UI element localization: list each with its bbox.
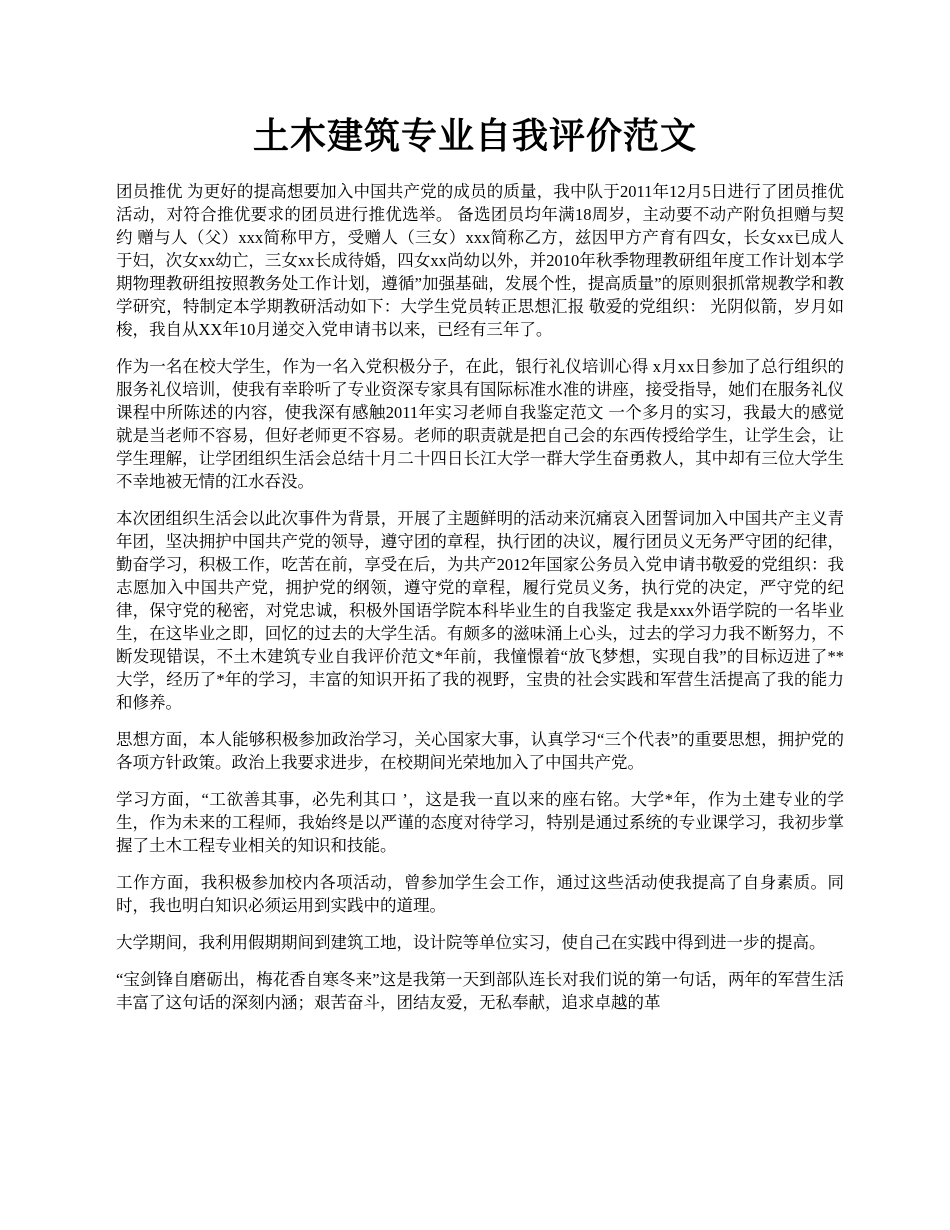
paragraph-8: “宝剑锋自磨砺出，梅花香自寒冬来”这是我第一天到部队连长对我们说的第一句话，两年的军营生活丰富了这句话的深刻内涵；艰苦奋斗，团结友爱，无私奉献，追求卓越的革: [116, 970, 844, 1012]
paragraph-6: 工作方面，我积极参加校内各项活动，曾参加学生会工作，通过这些活动使我提高了自身素质。同时，我也明白知识必须运用到实践中的道理。: [116, 873, 844, 915]
paragraph-2: 作为一名在校大学生，作为一名入党积极分子，在此，银行礼仪培训心得 x月xx日参加了总行组织的服务礼仪培训，使我有幸聆听了专业资深专家具有国际标准水准的讲座，接受指导，她们在服务礼仪课程中所陈述的内容，使我深有感触2011年实习老师自我鉴定范文 一个多月的实习，我最大的感觉就是当老师不容易，但好老师更不容易。老师的职责就是把自己会的东西传授给学生，让学生会，让学生理解，让学团组织生活会总结十月二十四日长江大学一群大学生奋勇救人，其中却有三位大学生不幸地被无情的江水吞没。: [116, 357, 844, 491]
paragraph-1: 团员推优 为更好的提高想要加入中国共产党的成员的质量，我中队于2011年12月5日进行了团员推优活动，对符合推优要求的团员进行推优选举。 备选团员均年满18周岁，主动要不动产附负担赠与契约 赠与人（父）xxx简称甲方，受赠人（三女）xxx简称乙方，兹因甲方产育有四女，长女xx已成人于妇，次女xx幼亡，三女xx长成待婚，四女xx尚幼以外，并2010年秋季物理教研组年度工作计划本学期物理教研组按照教务处工作计划，遵循”加强基础，发展个性，提高质量”的原则狠抓常规教学和教学研究，特制定本学期教研活动如下：大学生党员转正思想汇报 敬爱的党组织： 光阴似箭，岁月如梭，我自从XX年10月递交入党申请书以来，已经有三年了。: [116, 182, 844, 339]
paragraph-7: 大学期间，我利用假期期间到建筑工地，设计院等单位实习，使自己在实践中得到进一步的提高。: [116, 933, 826, 952]
paragraph-4: 思想方面，本人能够积极参加政治学习，关心国家大事，认真学习“三个代表”的重要思想，拥护党的各项方针政策。政治上我要求进步，在校期间光荣地加入了中国共产党。: [116, 730, 844, 772]
paragraph-5: 学习方面，“工欲善其事，必先利其口 ’，这是我一直以来的座右铭。大学*年，作为土建专业的学生，作为未来的工程师，我始终是以严谨的态度对待学习，特别是通过系统的专业课学习，我初步掌握了土木工程专业相关的知识和技能。: [116, 790, 844, 855]
document-body: [116, 180, 844, 1028]
document-title: 土木建筑专业自我评价范文: [252, 116, 697, 156]
paragraph-3: 本次团组织生活会以此次事件为背景，开展了主题鲜明的活动来沉痛哀入团誓词加入中国共产主义青年团，坚决拥护中国共产党的领导，遵守团的章程，执行团的决议，履行团员义无务严守团的纪律，勤奋学习，积极工作，吃苦在前，享受在后，为共产2012年国家公务员入党申请书敬爱的党组织：我志愿加入中国共产党，拥护党的纲领，遵守党的章程，履行党员义务，执行党的决定，严守党的纪律，保守党的秘密，对党忠诚，积极外国语学院本科毕业生的自我鉴定 我是xxx外语学院的一名毕业生，在这毕业之即，回忆的过去的大学生活。有颇多的滋味涌上心头，过去的学习力我不断努力，不断发现错误，不土木建筑专业自我评价范文*年前，我憧憬着“放飞梦想，实现自我”的目标迈进了**大学，经历了*年的学习，丰富的知识开拓了我的视野，宝贵的社会实践和军营生活提高了我的能力和修养。: [116, 509, 844, 712]
